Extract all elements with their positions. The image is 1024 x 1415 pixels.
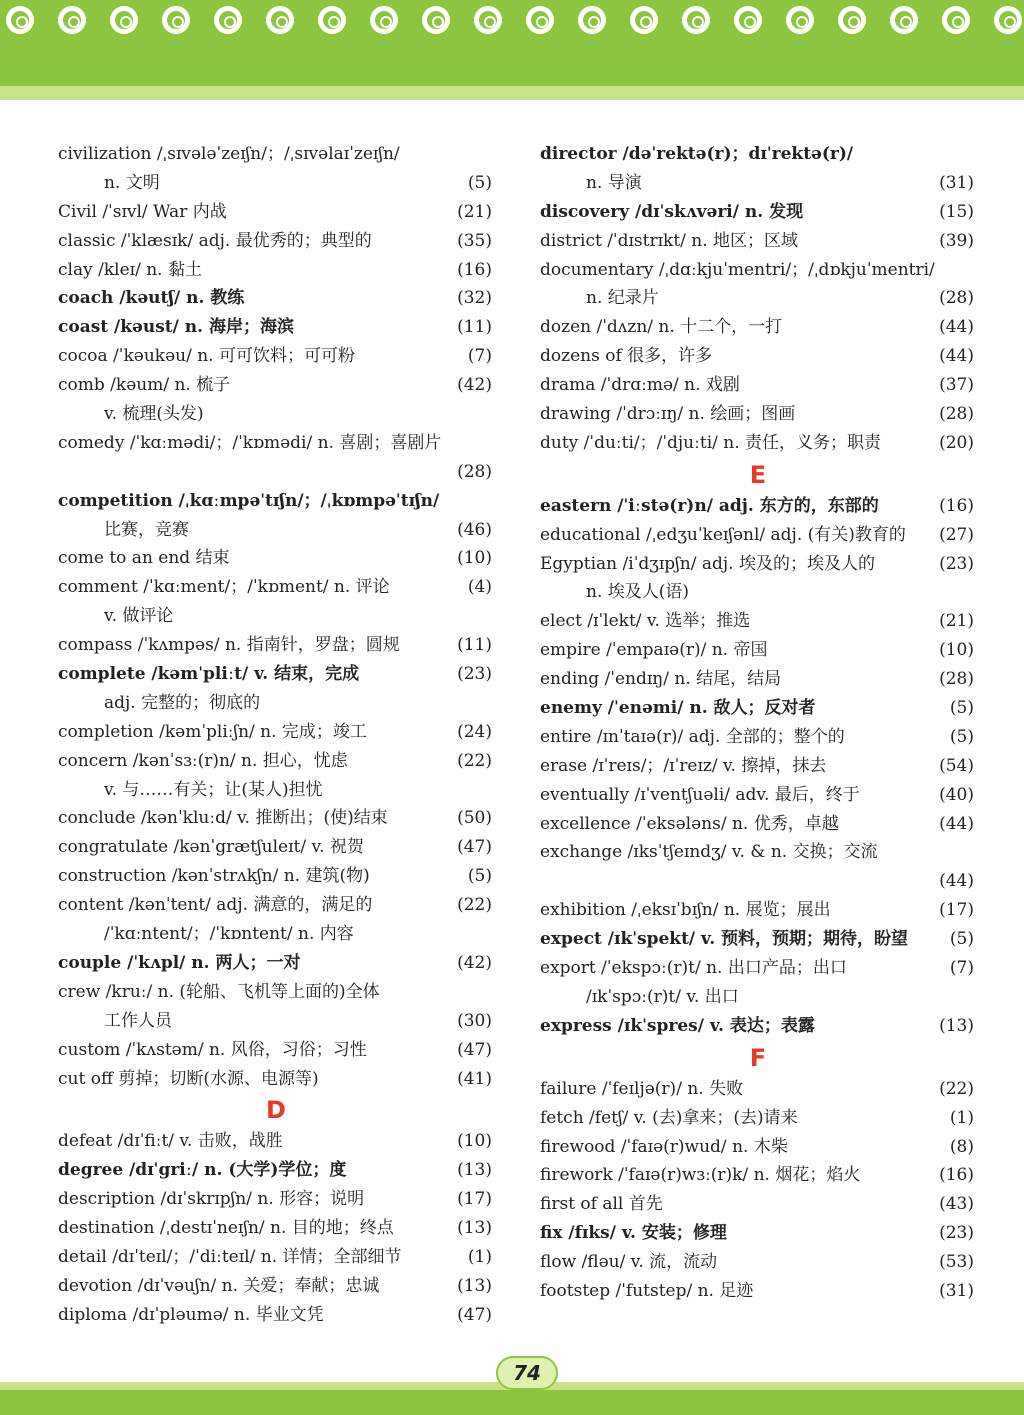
entry-page-ref: (22)	[939, 1078, 974, 1099]
circle-ornament	[58, 6, 86, 34]
entry-page-ref: (28)	[939, 288, 974, 309]
glossary-entry	[540, 636, 976, 665]
section-letter-heading: D	[266, 1096, 286, 1125]
entry-page-ref: (7)	[949, 958, 974, 979]
circle-ornament	[838, 6, 866, 34]
glossary-entry	[540, 954, 976, 983]
glossary-entry	[58, 284, 494, 313]
entry-text: dozens of 很多，许多	[540, 346, 713, 367]
entry-page-ref: (42)	[457, 952, 492, 973]
glossary-entry	[540, 227, 976, 256]
glossary-entry	[540, 838, 976, 867]
glossary-entry-continuation	[58, 602, 494, 631]
glossary-entry	[58, 573, 494, 602]
entry-page-ref: (43)	[939, 1194, 974, 1215]
entry-page-ref: (54)	[939, 755, 974, 776]
entry-text: concern /kənˈsɜː(r)n/ n. 担心，忧虑	[58, 750, 348, 771]
entry-text: v. 与……有关；让(某人)担忧	[104, 779, 323, 800]
entry-page-ref: (53)	[939, 1252, 974, 1273]
entry-text: first of all 首先	[540, 1194, 663, 1215]
entry-text: complete /kəmˈpliːt/ v. 结束，完成	[58, 664, 360, 685]
glossary-entry	[58, 429, 494, 458]
entry-page-ref: (16)	[457, 259, 492, 280]
entry-page-ref: (5)	[467, 172, 492, 193]
entry-page-ref: (5)	[467, 866, 492, 887]
entry-page-ref: (10)	[457, 548, 492, 569]
glossary-entry	[58, 862, 494, 891]
glossary-entry-continuation	[58, 776, 494, 805]
entry-page-ref: (22)	[457, 750, 492, 771]
entry-text: coast /kəust/ n. 海岸；海滨	[58, 317, 294, 338]
circle-ornament	[630, 6, 658, 34]
glossary-entry	[58, 1243, 494, 1272]
entry-text: expect /ɪkˈspekt/ v. 预料，预期；期待，盼望	[540, 929, 909, 950]
entry-page-ref: (4)	[467, 577, 492, 598]
entry-text: firewood /ˈfaɪə(r)wud/ n. 木柴	[540, 1136, 788, 1157]
glossary-entry	[540, 492, 976, 521]
glossary-entry	[540, 752, 976, 781]
entry-page-ref: (47)	[457, 1039, 492, 1060]
entry-text: completion /kəmˈpliːʃn/ n. 完成；竣工	[58, 721, 367, 742]
glossary-entry-continuation	[58, 1007, 494, 1036]
glossary-entry	[540, 1161, 976, 1190]
entry-page-ref: (23)	[939, 553, 974, 574]
entry-text: n. 导演	[586, 172, 642, 193]
entry-text: drawing /ˈdrɔːɪŋ/ n. 绘画；图画	[540, 404, 796, 425]
glossary-entry	[58, 660, 494, 689]
entry-text: failure /ˈfeɪljə(r)/ n. 失败	[540, 1078, 744, 1099]
entry-text: exhibition /ˌeksɪˈbɪʃn/ n. 展览；展出	[540, 900, 831, 921]
entry-page-ref: (40)	[939, 784, 974, 805]
glossary-entry	[540, 781, 976, 810]
glossary-entry	[58, 891, 494, 920]
entry-page-ref: (13)	[939, 1015, 974, 1036]
entry-page-ref: (23)	[457, 664, 492, 685]
entry-text: 比赛，竞赛	[104, 519, 189, 540]
entry-text: Egyptian /iˈdʒɪpʃn/ adj. 埃及的；埃及人的	[540, 553, 875, 574]
entry-page-ref: (10)	[457, 1131, 492, 1152]
glossary-entry-continuation	[58, 169, 494, 198]
entry-text: v. 梳理(头发)	[104, 404, 204, 425]
glossary-entry	[58, 1036, 494, 1065]
glossary-entry	[58, 140, 494, 169]
entry-page-ref: (50)	[457, 808, 492, 829]
glossary-entry	[58, 487, 494, 516]
glossary-entry	[540, 810, 976, 839]
circle-ornament	[266, 6, 294, 34]
glossary-entry-continuation	[540, 169, 976, 198]
entry-page-ref: (31)	[939, 172, 974, 193]
section-letter-heading: F	[749, 1043, 767, 1072]
top-decorative-band	[0, 0, 1024, 90]
entry-text: comment /ˈkɑːment/；/ˈkɒment/ n. 评论	[58, 577, 390, 598]
entry-page-ref: (22)	[457, 895, 492, 916]
circle-ornament	[318, 6, 346, 34]
glossary-entry	[540, 1248, 976, 1277]
entry-page-ref: (44)	[939, 871, 974, 892]
circle-ornament	[214, 6, 242, 34]
entry-page-ref: (11)	[457, 635, 492, 656]
entry-page-ref: (21)	[457, 201, 492, 222]
glossary-entry	[540, 140, 976, 169]
entry-text: couple /ˈkʌpl/ n. 两人；一对	[58, 952, 301, 973]
entry-page-ref: (13)	[457, 1275, 492, 1296]
glossary-entry	[58, 458, 494, 487]
entry-text: duty /ˈduːti/；/ˈdjuːti/ n. 责任，义务；职责	[540, 432, 882, 453]
circle-ornament	[474, 6, 502, 34]
entry-page-ref: (23)	[939, 1223, 974, 1244]
entry-text: director /dəˈrektə(r)；dɪˈrektə(r)/	[540, 144, 854, 164]
circle-ornament	[890, 6, 918, 34]
entry-text: congratulate /kənˈgrætʃuleɪt/ v. 祝贺	[58, 837, 364, 858]
circle-ornament	[578, 6, 606, 34]
entry-text: comedy /ˈkɑːmədi/；/ˈkɒmədi/ n. 喜剧；喜剧片	[58, 432, 442, 453]
entry-page-ref: (13)	[457, 1218, 492, 1239]
entry-page-ref: (10)	[939, 640, 974, 661]
circle-ornament	[6, 6, 34, 34]
glossary-entry	[540, 607, 976, 636]
glossary-entry	[58, 804, 494, 833]
entry-page-ref: (27)	[939, 524, 974, 545]
glossary-entry	[58, 1156, 494, 1185]
entry-text: adj. 完整的；彻底的	[104, 692, 261, 713]
entry-text: district /ˈdɪstrɪkt/ n. 地区；区域	[540, 230, 799, 251]
entry-page-ref: (11)	[457, 317, 492, 338]
entry-text: competition /ˌkɑːmpəˈtɪʃn/；/ˌkɒmpəˈtɪʃn/	[58, 490, 440, 511]
entry-page-ref: (7)	[467, 346, 492, 367]
entry-text: export /ˈekspɔː(r)t/ n. 出口产品；出口	[540, 958, 847, 979]
glossary-entry	[58, 1065, 494, 1094]
glossary-entry	[58, 544, 494, 573]
entry-text: content /kənˈtent/ adj. 满意的，满足的	[58, 895, 373, 916]
circle-ornament	[682, 6, 710, 34]
entry-page-ref: (28)	[939, 669, 974, 690]
entry-page-ref: (16)	[939, 495, 974, 516]
entry-text: clay /kleɪ/ n. 黏土	[58, 259, 202, 280]
glossary-entry	[58, 371, 494, 400]
entry-page-ref: (5)	[949, 929, 974, 950]
glossary-entry	[540, 521, 976, 550]
entry-text: eventually /ɪˈventʃuəli/ adv. 最后，终于	[540, 784, 860, 805]
glossary-entry	[58, 747, 494, 776]
entry-page-ref: (37)	[939, 375, 974, 396]
entry-page-ref: (17)	[457, 1189, 492, 1210]
glossary-entry-continuation	[540, 284, 976, 313]
entry-text: fetch /fetʃ/ v. (去)拿来；(去)请来	[540, 1107, 798, 1128]
glossary-entry-continuation	[58, 400, 494, 429]
entry-page-ref: (47)	[457, 837, 492, 858]
circle-ornament	[526, 6, 554, 34]
entry-text: civilization /ˌsɪvələˈzeɪʃn/；/ˌsɪvəlaɪˈzeɪʃn/	[58, 144, 400, 164]
entry-page-ref: (17)	[939, 900, 974, 921]
glossary-entry	[540, 1012, 976, 1041]
entry-text: description /dɪˈskrɪpʃn/ n. 形容；说明	[58, 1189, 365, 1210]
entry-text: erase /ɪˈreɪs/；/ɪˈreɪz/ v. 擦掉，抹去	[540, 755, 827, 776]
circle-ornament	[370, 6, 398, 34]
entry-page-ref: (39)	[939, 230, 974, 251]
entry-text: elect /ɪˈlekt/ v. 选举；推选	[540, 611, 751, 632]
entry-page-ref: (8)	[949, 1136, 974, 1157]
entry-text: cut off 剪掉；切断(水源、电源等)	[58, 1068, 319, 1089]
entry-text: n. 埃及人(语)	[586, 582, 690, 603]
entry-text: conclude /kənˈkluːd/ v. 推断出；(使)结束	[58, 808, 388, 829]
glossary-entry	[58, 198, 494, 227]
entry-page-ref: (1)	[949, 1107, 974, 1128]
entry-text: devotion /dɪˈvəuʃn/ n. 关爱；奉献；忠诚	[58, 1275, 380, 1296]
glossary-entry	[540, 198, 976, 227]
entry-page-ref: (35)	[457, 230, 492, 251]
entry-text: construction /kənˈstrʌkʃn/ n. 建筑(物)	[58, 866, 370, 887]
glossary-entry	[540, 313, 976, 342]
entry-text: diploma /dɪˈpləumə/ n. 毕业文凭	[58, 1304, 324, 1325]
entry-text: defeat /dɪˈfiːt/ v. 击败，战胜	[58, 1131, 283, 1152]
entry-page-ref: (44)	[939, 346, 974, 367]
entry-text: Civil /ˈsɪvl/ War 内战	[58, 201, 227, 222]
section-letter-heading: E	[749, 460, 767, 489]
glossary-entry	[540, 694, 976, 723]
entry-page-ref: (41)	[457, 1068, 492, 1089]
glossary-entry	[540, 867, 976, 896]
entry-text: detail /dɪˈteɪl/；/ˈdiːteɪl/ n. 详情；全部细节	[58, 1246, 402, 1267]
glossary-entry	[58, 1127, 494, 1156]
entry-text: degree /dɪˈgriː/ n. (大学)学位；度	[58, 1160, 347, 1181]
circle-ornament	[734, 6, 762, 34]
glossary-entry	[540, 896, 976, 925]
circle-ornament	[994, 6, 1022, 34]
entry-text: fix /fɪks/ v. 安装；修理	[540, 1223, 727, 1244]
entry-text: footstep /ˈfutstep/ n. 足迹	[540, 1280, 754, 1301]
entry-text: cocoa /ˈkəukəu/ n. 可可饮料；可可粉	[58, 346, 355, 367]
glossary-entry	[540, 342, 976, 371]
glossary-entry	[58, 1214, 494, 1243]
entry-page-ref: (47)	[457, 1304, 492, 1325]
entry-text: discovery /dɪˈskʌvəri/ n. 发现	[540, 201, 804, 222]
circle-ornament	[162, 6, 190, 34]
glossary-entry	[540, 1075, 976, 1104]
glossary-entry	[58, 1185, 494, 1214]
entry-text: crew /kruː/ n. (轮船、飞机等上面的)全体	[58, 981, 380, 1002]
glossary-entry	[540, 429, 976, 458]
entry-text: entire /ɪnˈtaɪə(r)/ adj. 全部的；整个的	[540, 726, 845, 747]
entry-text: come to an end 结束	[58, 548, 230, 569]
entry-page-ref: (32)	[457, 288, 492, 309]
entry-page-ref: (46)	[457, 519, 492, 540]
glossary-entry	[540, 400, 976, 429]
entry-text: /ˈkɑːntent/；/ˈkɒntent/ n. 内容	[104, 924, 354, 945]
glossary-entry	[540, 550, 976, 579]
glossary-entry	[58, 227, 494, 256]
glossary-entry	[58, 631, 494, 660]
entry-text: /ɪkˈspɔː(r)t/ v. 出口	[586, 986, 739, 1007]
glossary-entry	[540, 723, 976, 752]
entry-text: educational /ˌedʒuˈkeɪʃənl/ adj. (有关)教育的	[540, 524, 906, 545]
glossary-entry	[540, 1190, 976, 1219]
glossary-entry	[540, 1104, 976, 1133]
entry-page-ref: (21)	[939, 611, 974, 632]
entry-text: drama /ˈdrɑːmə/ n. 戏剧	[540, 375, 740, 396]
glossary-entry	[540, 1133, 976, 1162]
glossary-entry	[58, 313, 494, 342]
glossary-entry	[540, 925, 976, 954]
glossary-entry-continuation	[58, 920, 494, 949]
top-band-stripe	[0, 86, 1024, 100]
circle-ornament	[422, 6, 450, 34]
glossary-right-column	[540, 140, 976, 1306]
glossary-entry	[540, 371, 976, 400]
entry-text: coach /kəutʃ/ n. 教练	[58, 288, 245, 309]
entry-text: compass /ˈkʌmpəs/ n. 指南针，罗盘；圆规	[58, 635, 400, 656]
entry-text: n. 文明	[104, 172, 160, 193]
glossary-entry	[58, 833, 494, 862]
entry-page-ref: (13)	[457, 1160, 492, 1181]
glossary-entry	[58, 1272, 494, 1301]
entry-text: enemy /ˈenəmi/ n. 敌人；反对者	[540, 698, 816, 719]
glossary-entry-continuation	[540, 578, 976, 607]
glossary-entry	[58, 342, 494, 371]
entry-text: custom /ˈkʌstəm/ n. 风俗，习俗；习性	[58, 1039, 367, 1060]
entry-page-ref: (44)	[939, 317, 974, 338]
glossary-entry	[58, 256, 494, 285]
entry-text: eastern /ˈiːstə(r)n/ adj. 东方的，东部的	[540, 495, 879, 516]
circle-ornament	[786, 6, 814, 34]
entry-text: dozen /ˈdʌzn/ n. 十二个，一打	[540, 317, 783, 338]
entry-text: excellence /ˈeksələns/ n. 优秀，卓越	[540, 813, 839, 834]
entry-page-ref: (42)	[457, 375, 492, 396]
entry-text: 工作人员	[104, 1010, 172, 1031]
entry-text: ending /ˈendɪŋ/ n. 结尾，结局	[540, 669, 782, 690]
entry-text: documentary /ˌdɑːkjuˈmentri/；/ˌdɒkjuˈmentri/	[540, 259, 935, 280]
entry-page-ref: (20)	[939, 432, 974, 453]
glossary-entry	[540, 256, 976, 285]
glossary-entry	[58, 949, 494, 978]
entry-page-ref: (16)	[939, 1165, 974, 1186]
entry-page-ref: (24)	[457, 721, 492, 742]
entry-page-ref: (5)	[949, 698, 974, 719]
entry-text: flow /fləu/ v. 流，流动	[540, 1252, 718, 1273]
glossary-entry-continuation	[58, 516, 494, 545]
entry-text: v. 做评论	[104, 606, 174, 627]
entry-page-ref: (31)	[939, 1280, 974, 1301]
entry-text: express /ɪkˈspres/ v. 表达；表露	[540, 1015, 815, 1036]
entry-text: exchange /ɪksˈtʃeɪndʒ/ v. & n. 交换；交流	[540, 842, 878, 863]
entry-page-ref: (15)	[939, 201, 974, 222]
glossary-entry	[540, 1277, 976, 1306]
entry-text: classic /ˈklæsɪk/ adj. 最优秀的；典型的	[58, 230, 372, 251]
glossary-left-column	[58, 140, 494, 1330]
entry-page-ref: (44)	[939, 813, 974, 834]
entry-text: n. 纪录片	[586, 288, 659, 309]
entry-page-ref: (28)	[939, 404, 974, 425]
entry-page-ref: (30)	[457, 1010, 492, 1031]
entry-page-ref: (1)	[467, 1246, 492, 1267]
entry-text: destination /ˌdestɪˈneɪʃn/ n. 目的地；终点	[58, 1218, 394, 1239]
circle-ornament	[110, 6, 138, 34]
entry-text: empire /ˈempaɪə(r)/ n. 帝国	[540, 640, 768, 661]
entry-text: comb /kəum/ n. 梳子	[58, 375, 231, 396]
glossary-entry-continuation	[540, 983, 976, 1012]
entry-text: firework /ˈfaɪə(r)wɜː(r)k/ n. 烟花；焰火	[540, 1165, 861, 1186]
page-number: 74	[496, 1356, 558, 1390]
glossary-entry	[58, 978, 494, 1007]
circle-ornament	[942, 6, 970, 34]
glossary-entry	[58, 718, 494, 747]
entry-page-ref: (5)	[949, 726, 974, 747]
glossary-entry	[58, 1301, 494, 1330]
glossary-entry	[540, 1219, 976, 1248]
glossary-entry	[540, 665, 976, 694]
entry-page-ref: (28)	[457, 461, 492, 482]
glossary-entry-continuation	[58, 689, 494, 718]
